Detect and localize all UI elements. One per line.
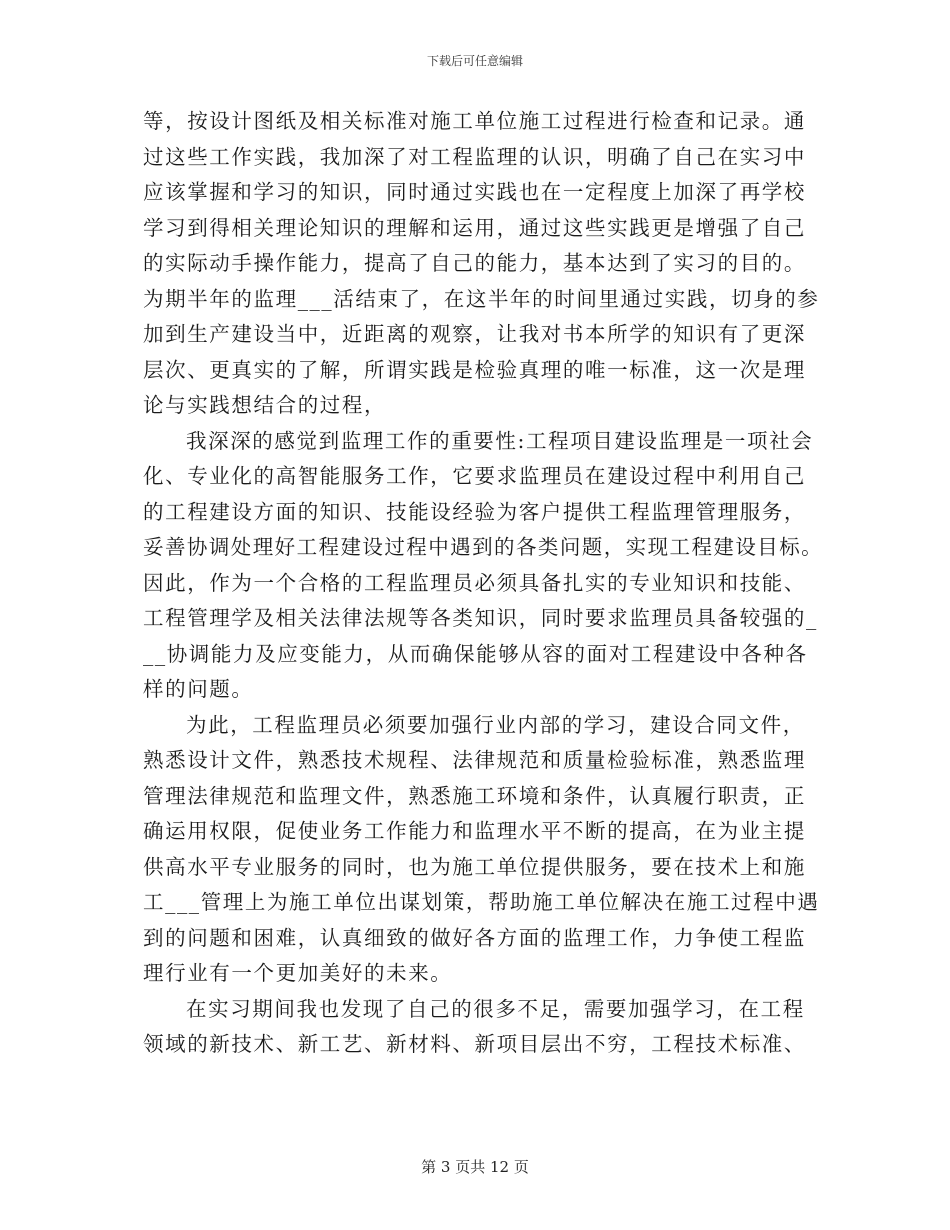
text-line: 妥善协调处理好工程建设过程中遇到的各类问题，实现工程建设目标。 <box>143 535 824 559</box>
text-line: 等，按设计图纸及相关标准对施工单位施工过程进行检查和记录。通 <box>143 109 806 133</box>
page-number-footer: 第 3 页共 12 页 <box>421 1158 529 1176</box>
text-line: 过这些工作实践，我加深了对工程监理的认识，明确了自己在实习中 <box>143 144 806 169</box>
text-line: 因此，作为一个合格的工程监理员必须具备扎实的专业知识和技能、 <box>143 570 806 595</box>
text-line: 确运用权限，促使业务工作能力和监理水平不断的提高，在为业主提 <box>143 819 806 843</box>
text-line: 为此，工程监理员必须要加强行业内部的学习，建设合同文件， <box>186 712 805 737</box>
text-line: 工程管理学及相关法律法规等各类知识，同时要求监理员具备较强的_ <box>143 606 818 630</box>
text-line: 论与实践想结合的过程， <box>143 393 387 417</box>
text-line: 熟悉设计文件，熟悉技术规程、法律规范和质量检验标准，熟悉监理 <box>143 748 806 772</box>
document-body <box>143 104 823 1063</box>
text-line: 管理法律规范和监理文件，熟悉施工环境和条件，认真履行职责，正 <box>143 783 806 808</box>
text-line: 为期半年的监理___活结束了，在这半年的时间里通过实践，切身的参 <box>143 286 820 311</box>
text-line: 到的问题和困难，认真细致的做好各方面的监理工作，力争使工程监 <box>143 925 806 950</box>
text-line: 工___管理上为施工单位出谋划策，帮助施工单位解决在施工过程中遇 <box>143 890 820 914</box>
text-line: 我深深的感觉到监理工作的重要性:工程项目建设监理是一项社会 <box>186 428 814 453</box>
text-line: 供高水平专业服务的同时，也为施工单位提供服务，要在技术上和施 <box>143 854 806 879</box>
text-line: 理行业有一个更加美好的未来。 <box>143 961 453 985</box>
text-line: 领域的新技术、新工艺、新材料、新项目层出不穷，工程技术标准、 <box>143 1032 806 1056</box>
text-line: 的工程建设方面的知识、技能设经验为客户提供工程监理管理服务， <box>143 499 806 524</box>
page-header: 下载后可任意编辑 <box>426 54 523 68</box>
text-line: 在实习期间我也发现了自己的很多不足，需要加强学习，在工程 <box>186 996 805 1021</box>
text-line: 层次、更真实的了解，所谓实践是检验真理的唯一标准，这一次是理 <box>143 357 806 382</box>
text-line: 应该掌握和学习的知识，同时通过实践也在一定程度上加深了再学校 <box>143 180 806 204</box>
text-line: 化、专业化的高智能服务工作，它要求监理员在建设过程中利用自己 <box>143 464 806 488</box>
text-line: 学习到得相关理论知识的理解和运用，通过这些实践更是增强了自己 <box>143 215 806 240</box>
text-line: 的实际动手操作能力，提高了自己的能力，基本达到了实习的目的。 <box>143 251 806 275</box>
text-line: 加到生产建设当中，近距离的观察，让我对书本所学的知识有了更深 <box>143 322 806 346</box>
text-line: __协调能力及应变能力，从而确保能够从容的面对工程建设中各种各 <box>143 641 808 666</box>
text-line: 样的问题。 <box>143 677 254 701</box>
